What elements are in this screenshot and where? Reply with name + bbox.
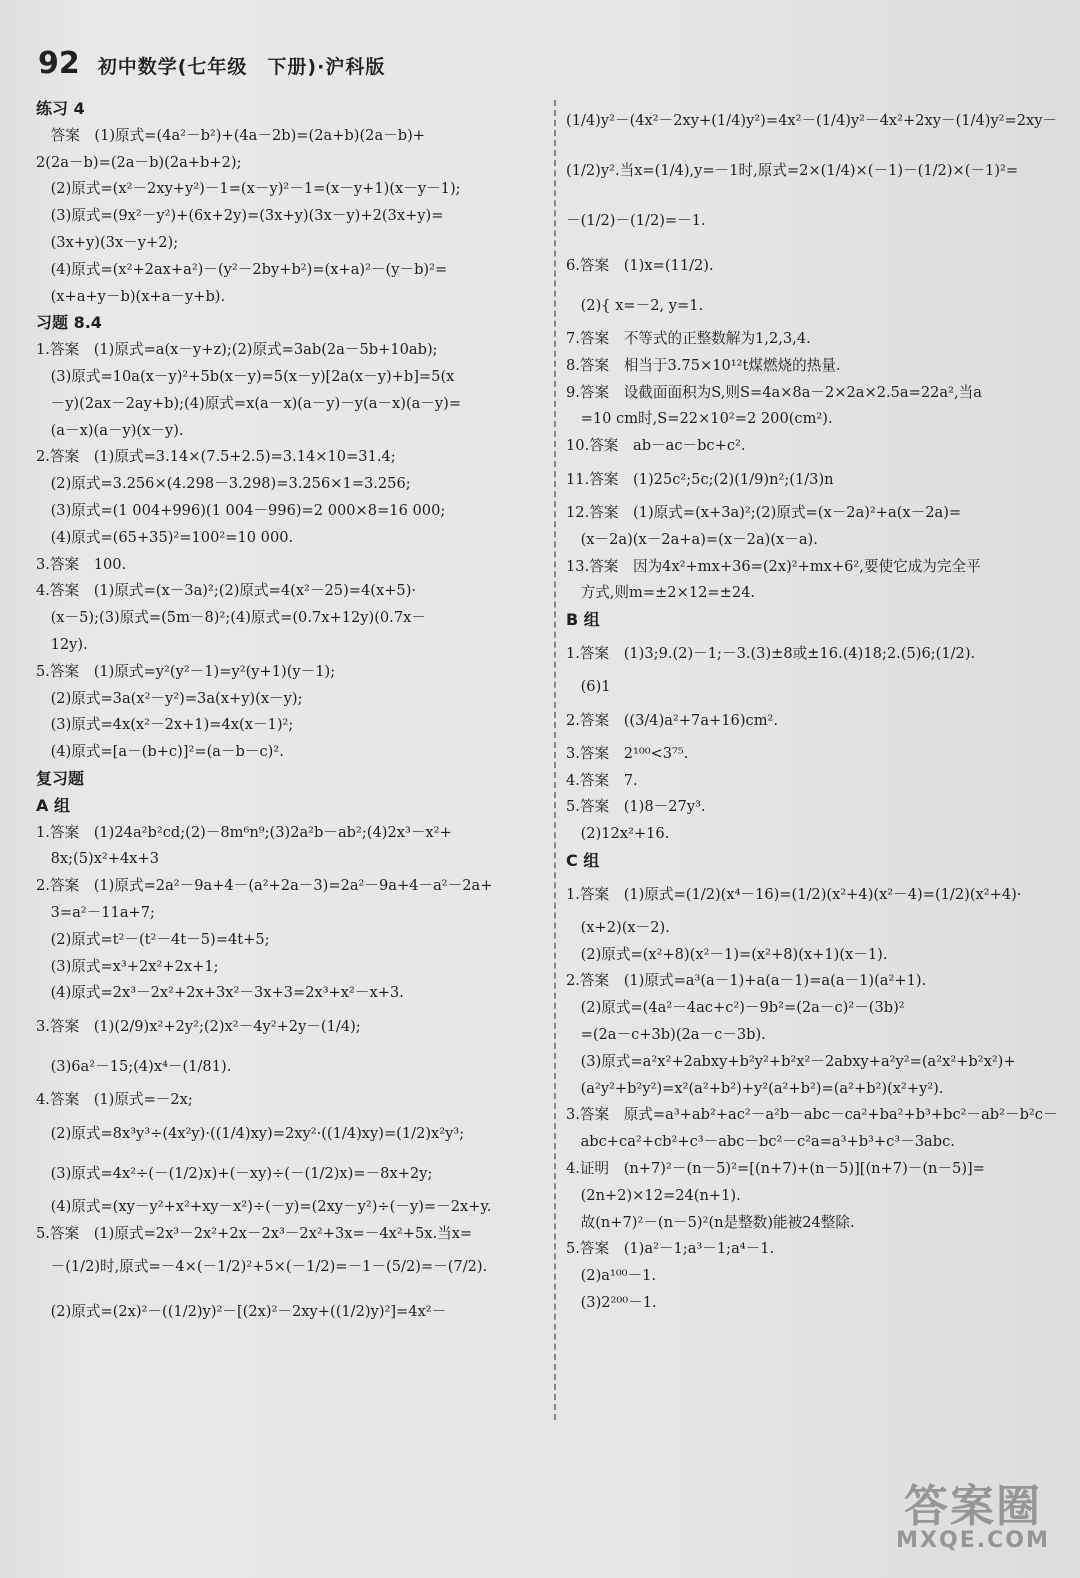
answer-line: －(1/2)时,原式=－4×(－1/2)²+5×(－1/2)=－1－(5/2)=－(7/2).: [36, 1258, 488, 1276]
answer-line: (2)原式=(x²+8)(x²－1)=(x²+8)(x+1)(x－1).: [566, 945, 888, 963]
answer-line: 3.答案 100.: [36, 555, 127, 573]
answer-line: 3=a²－11a+7;: [36, 903, 155, 921]
answer-line: 10.答案 ab－ac－bc+c².: [566, 437, 746, 455]
answer-line: 5.答案 (1)a²－1;a³－1;a⁴－1.: [566, 1240, 775, 1258]
answer-line: =10 cm时,S=22×10²=2 200(cm²).: [566, 410, 833, 428]
answer-line: (2)原式=(2x)²－((1/2)y)²－[(2x)²－2xy+((1/2)y)²]=4x²－: [36, 1303, 447, 1321]
answer-line: (6)1: [566, 677, 611, 695]
answer-line: 11.答案 (1)25c²;5c;(2)(1/9)n²;(1/3)n: [566, 470, 834, 488]
answer-line: 1.答案 (1)原式=a(x－y+z);(2)原式=3ab(2a－5b+10ab);: [36, 341, 438, 359]
answer-line: 3.答案 原式=a³+ab²+ac²－a²b－abc－ca²+ba²+b³+bc²－ab²－b²c－: [566, 1106, 1058, 1124]
answer-line: －y)(2ax－2ay+b);(4)原式=x(a－x)(a－y)－y(a－x)(a－y)=: [36, 394, 462, 412]
section-heading: A 组: [36, 795, 70, 815]
answer-line: 2.答案 ((3/4)a²+7a+16)cm².: [566, 711, 779, 729]
answer-line: 1.答案 (1)原式=(1/2)(x⁴－16)=(1/2)(x²+4)(x²－4)=(1/2)(x²+4)·: [566, 885, 1022, 903]
answer-line: 13.答案 因为4x²+mx+36=(2x)²+mx+6²,要使它成为完全平: [566, 557, 981, 575]
book-title: 初中数学(七年级 下册)·沪科版: [97, 56, 386, 78]
section-heading: 习题 8.4: [36, 313, 102, 333]
section-heading: 练习 4: [36, 99, 85, 118]
answer-line: (3)原式=a²x²+2abxy+b²y²+b²x²－2abxy+a²y²=(a²x²+b²x²)+: [566, 1052, 1016, 1070]
answer-line: (a－x)(a－y)(x－y).: [36, 421, 184, 439]
answer-line: (3x+y)(3x－y+2);: [36, 233, 179, 251]
section-heading: 复习题: [36, 768, 85, 788]
page-header: [38, 46, 385, 86]
answer-line: 5.答案 (1)原式=y²(y²－1)=y²(y+1)(y－1);: [36, 662, 336, 680]
answer-line: (4)原式=(x²+2ax+a²)－(y²－2by+b²)=(x+a)²－(y－b)²=: [36, 260, 448, 278]
answer-line: (2){ x=－2, y=1.: [566, 297, 704, 314]
answer-line: (3)原式=4x(x²－2x+1)=4x(x－1)²;: [36, 716, 294, 734]
column-divider: [554, 100, 556, 1420]
answer-line: －(1/2)－(1/2)=－1.: [566, 212, 706, 229]
watermark-sub: MXQE.COM: [896, 1528, 1050, 1553]
answer-line: 4.答案 (1)原式=－2x;: [36, 1091, 193, 1109]
answer-line: (2)原式=8x³y³÷(4x²y)·((1/4)xy)=2xy²·((1/4)xy)=(1/2)x²y³;: [36, 1124, 465, 1142]
answer-line: 1.答案 (1)3;9.(2)－1;－3.(3)±8或±16.(4)18;2.(5)6;(1/2).: [566, 644, 976, 662]
site-watermark: [888, 1470, 1058, 1566]
answer-line: (x+a+y－b)(x+a－y+b).: [36, 287, 226, 305]
section-heading: B 组: [566, 610, 600, 630]
answer-line: 4.答案 7.: [566, 771, 638, 789]
answer-line: (2)原式=(4a²－4ac+c²)－9b²=(2a－c)²－(3b)²: [566, 999, 905, 1017]
answer-line: (2)原式=3a(x²－y²)=3a(x+y)(x－y);: [36, 689, 303, 707]
answer-line: 3.答案 2¹⁰⁰<3⁷⁵.: [566, 744, 689, 762]
answer-line: 7.答案 不等式的正整数解为1,2,3,4.: [566, 330, 811, 347]
answer-line: 12y).: [36, 635, 88, 653]
answer-line: (1/4)y²－(4x²－2xy+(1/4)y²)=4x²－(1/4)y²－4x²+2xy－(1/4)y²=2xy－: [566, 112, 1058, 129]
answer-line: (a²y²+b²y²)=x²(a²+b²)+y²(a²+b²)=(a²+b²)(x²+y²).: [566, 1079, 944, 1097]
answer-line: (4)原式=[a－(b+c)]²=(a－b－c)².: [36, 743, 284, 761]
answer-line: (x－2a)(x－2a+a)=(x－2a)(x－a).: [566, 530, 818, 548]
answer-line: 故(n+7)²－(n－5)²(n是整数)能被24整除.: [566, 1213, 855, 1231]
answer-line: (2)原式=t²－(t²－4t－5)=4t+5;: [36, 930, 270, 948]
watermark-main: 答案圈: [904, 1481, 1042, 1532]
section-heading: C 组: [566, 850, 600, 870]
answer-line: 答案 (1)原式=(4a²－b²)+(4a－2b)=(2a+b)(2a－b)+: [36, 126, 426, 144]
answer-line: (2)a¹⁰⁰－1.: [566, 1267, 657, 1285]
answer-line: 6.答案 (1)x=(11/2).: [566, 257, 714, 274]
answer-line: 2.答案 (1)原式=2a²－9a+4－(a²+2a－3)=2a²－9a+4－a²－2a+: [36, 877, 493, 895]
answer-line: (x+2)(x－2).: [566, 918, 670, 936]
answer-line: 2(2a－b)=(2a－b)(2a+b+2);: [36, 153, 242, 171]
answer-line: 8x;(5)x²+4x+3: [36, 850, 160, 868]
answer-line: =(2a－c+3b)(2a－c－3b).: [566, 1025, 766, 1043]
answer-line: 4.证明 (n+7)²－(n－5)²=[(n+7)+(n－5)][(n+7)－(n－5)]=: [566, 1159, 985, 1177]
answer-line: 12.答案 (1)原式=(x+3a)²;(2)原式=(x－2a)²+a(x－2a)=: [566, 503, 962, 521]
answer-line: (3)原式=(9x²－y²)+(6x+2y)=(3x+y)(3x－y)+2(3x+y)=: [36, 207, 444, 225]
right-column: [566, 96, 1066, 1317]
answer-line: (2)原式=(x²－2xy+y²)－1=(x－y)²－1=(x－y+1)(x－y－1);: [36, 180, 461, 198]
page-number: 92: [38, 46, 80, 81]
answer-line: (x－5);(3)原式=(5m－8)²;(4)原式=(0.7x+12y)(0.7x－: [36, 609, 426, 627]
answer-line: (2)12x²+16.: [566, 825, 670, 843]
answer-line: (2)原式=3.256×(4.298－3.298)=3.256×1=3.256;: [36, 475, 411, 493]
answer-line: (3)原式=10a(x－y)²+5b(x－y)=5(x－y)[2a(x－y)+b]=5(x: [36, 367, 455, 385]
answer-line: 方式,则m=±2×12=±24.: [566, 584, 756, 602]
answer-line: (4)原式=(65+35)²=100²=10 000.: [36, 528, 294, 546]
answer-line: 1.答案 (1)24a²b²cd;(2)－8m⁶n⁹;(3)2a²b－ab²;(4)2x³－x²+: [36, 823, 452, 841]
answer-line: (4)原式=(xy－y²+x²+xy－x²)÷(－y)=(2xy－y²)÷(－y)=－2x+y.: [36, 1197, 492, 1215]
answer-line: 9.答案 设截面面积为S,则S=4a×8a－2×2a×2.5a=22a²,当a: [566, 383, 982, 401]
answer-line: 2.答案 (1)原式=a³(a－1)+a(a－1)=a(a－1)(a²+1).: [566, 972, 927, 990]
answer-line: (3)原式=(1 004+996)(1 004－996)=2 000×8=16 000;: [36, 501, 446, 519]
answer-line: 5.答案 (1)8－27y³.: [566, 798, 706, 816]
answer-line: 4.答案 (1)原式=(x－3a)²;(2)原式=4(x²－25)=4(x+5)·: [36, 582, 417, 600]
answer-line: (1/2)y².当x=(1/4),y=－1时,原式=2×(1/4)×(－1)－(1/2)×(－1)²=: [566, 162, 1019, 179]
answer-line: 2.答案 (1)原式=3.14×(7.5+2.5)=3.14×10=31.4;: [36, 448, 396, 466]
answer-line: 3.答案 (1)(2/9)x²+2y²;(2)x²－4y²+2y－(1/4);: [36, 1018, 361, 1036]
answer-line: (3)2²⁰⁰－1.: [566, 1293, 657, 1311]
answer-line: abc+ca²+cb²+c³－abc－bc²－c²a=a³+b³+c³－3abc.: [566, 1133, 955, 1151]
left-column: [36, 96, 544, 1337]
answer-line: (2n+2)×12=24(n+1).: [566, 1186, 741, 1204]
answer-line: (3)6a²－15;(4)x⁴－(1/81).: [36, 1058, 232, 1076]
answer-line: 5.答案 (1)原式=2x³－2x²+2x－2x³－2x²+3x=－4x²+5x.当x=: [36, 1224, 473, 1242]
answer-line: (4)原式=2x³－2x²+2x+3x²－3x+3=2x³+x²－x+3.: [36, 984, 404, 1002]
answer-line: 8.答案 相当于3.75×10¹²t煤燃烧的热量.: [566, 356, 841, 374]
answer-line: (3)原式=4x²÷(－(1/2)x)+(－xy)÷(－(1/2)x)=－8x+2y;: [36, 1164, 433, 1182]
answer-line: (3)原式=x³+2x²+2x+1;: [36, 957, 219, 975]
